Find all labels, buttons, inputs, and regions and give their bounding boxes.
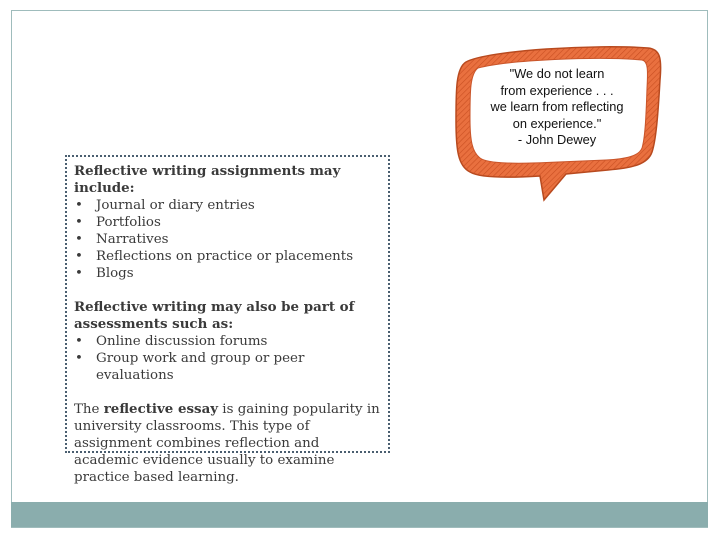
quote-line: we learn from reflecting [490, 99, 624, 114]
spacer [74, 384, 382, 401]
bullet-icon: • [75, 249, 83, 264]
bullet-icon: • [75, 215, 83, 230]
list-item: • Online discussion forums [75, 334, 268, 349]
spacer [74, 282, 382, 299]
section2-list [74, 333, 382, 384]
section1-heading: Reflective writing assignments may include: [74, 163, 341, 196]
list-item: • Portfolios [75, 215, 161, 230]
quote-line: from experience . . . [500, 82, 614, 98]
list-item: • Reflections on practice or placements [75, 249, 354, 264]
speech-bubble [448, 40, 664, 208]
bullet-icon: • [75, 334, 83, 349]
bullet-icon: • [75, 266, 83, 281]
bullet-icon: • [75, 232, 83, 247]
footer-bar [11, 502, 708, 527]
list-item: • Group work and group or peer evaluations [75, 351, 305, 383]
quote-line: "We do not learn [509, 66, 605, 81]
bullet-icon: • [75, 198, 83, 213]
list-item: • Journal or diary entries [75, 198, 255, 213]
quote-text [472, 66, 642, 149]
list-item: • Blogs [75, 266, 134, 281]
content-box [65, 155, 390, 485]
bullet-icon: • [75, 351, 83, 366]
quote-line: on experience." [512, 115, 602, 131]
section3-paragraph: The reflective essay is gaining popularity in university classrooms. This type of assignment combines reflection and academic evidence usually to examine practice based learning. [74, 401, 380, 485]
section1-list [74, 197, 382, 282]
list-item: • Narratives [75, 232, 169, 247]
reflective-essay-term: reflective essay [103, 401, 219, 417]
quote-author: - John Dewey [517, 132, 597, 147]
section2-heading: Reflective writing may also be part of assessments such as: [74, 299, 355, 332]
